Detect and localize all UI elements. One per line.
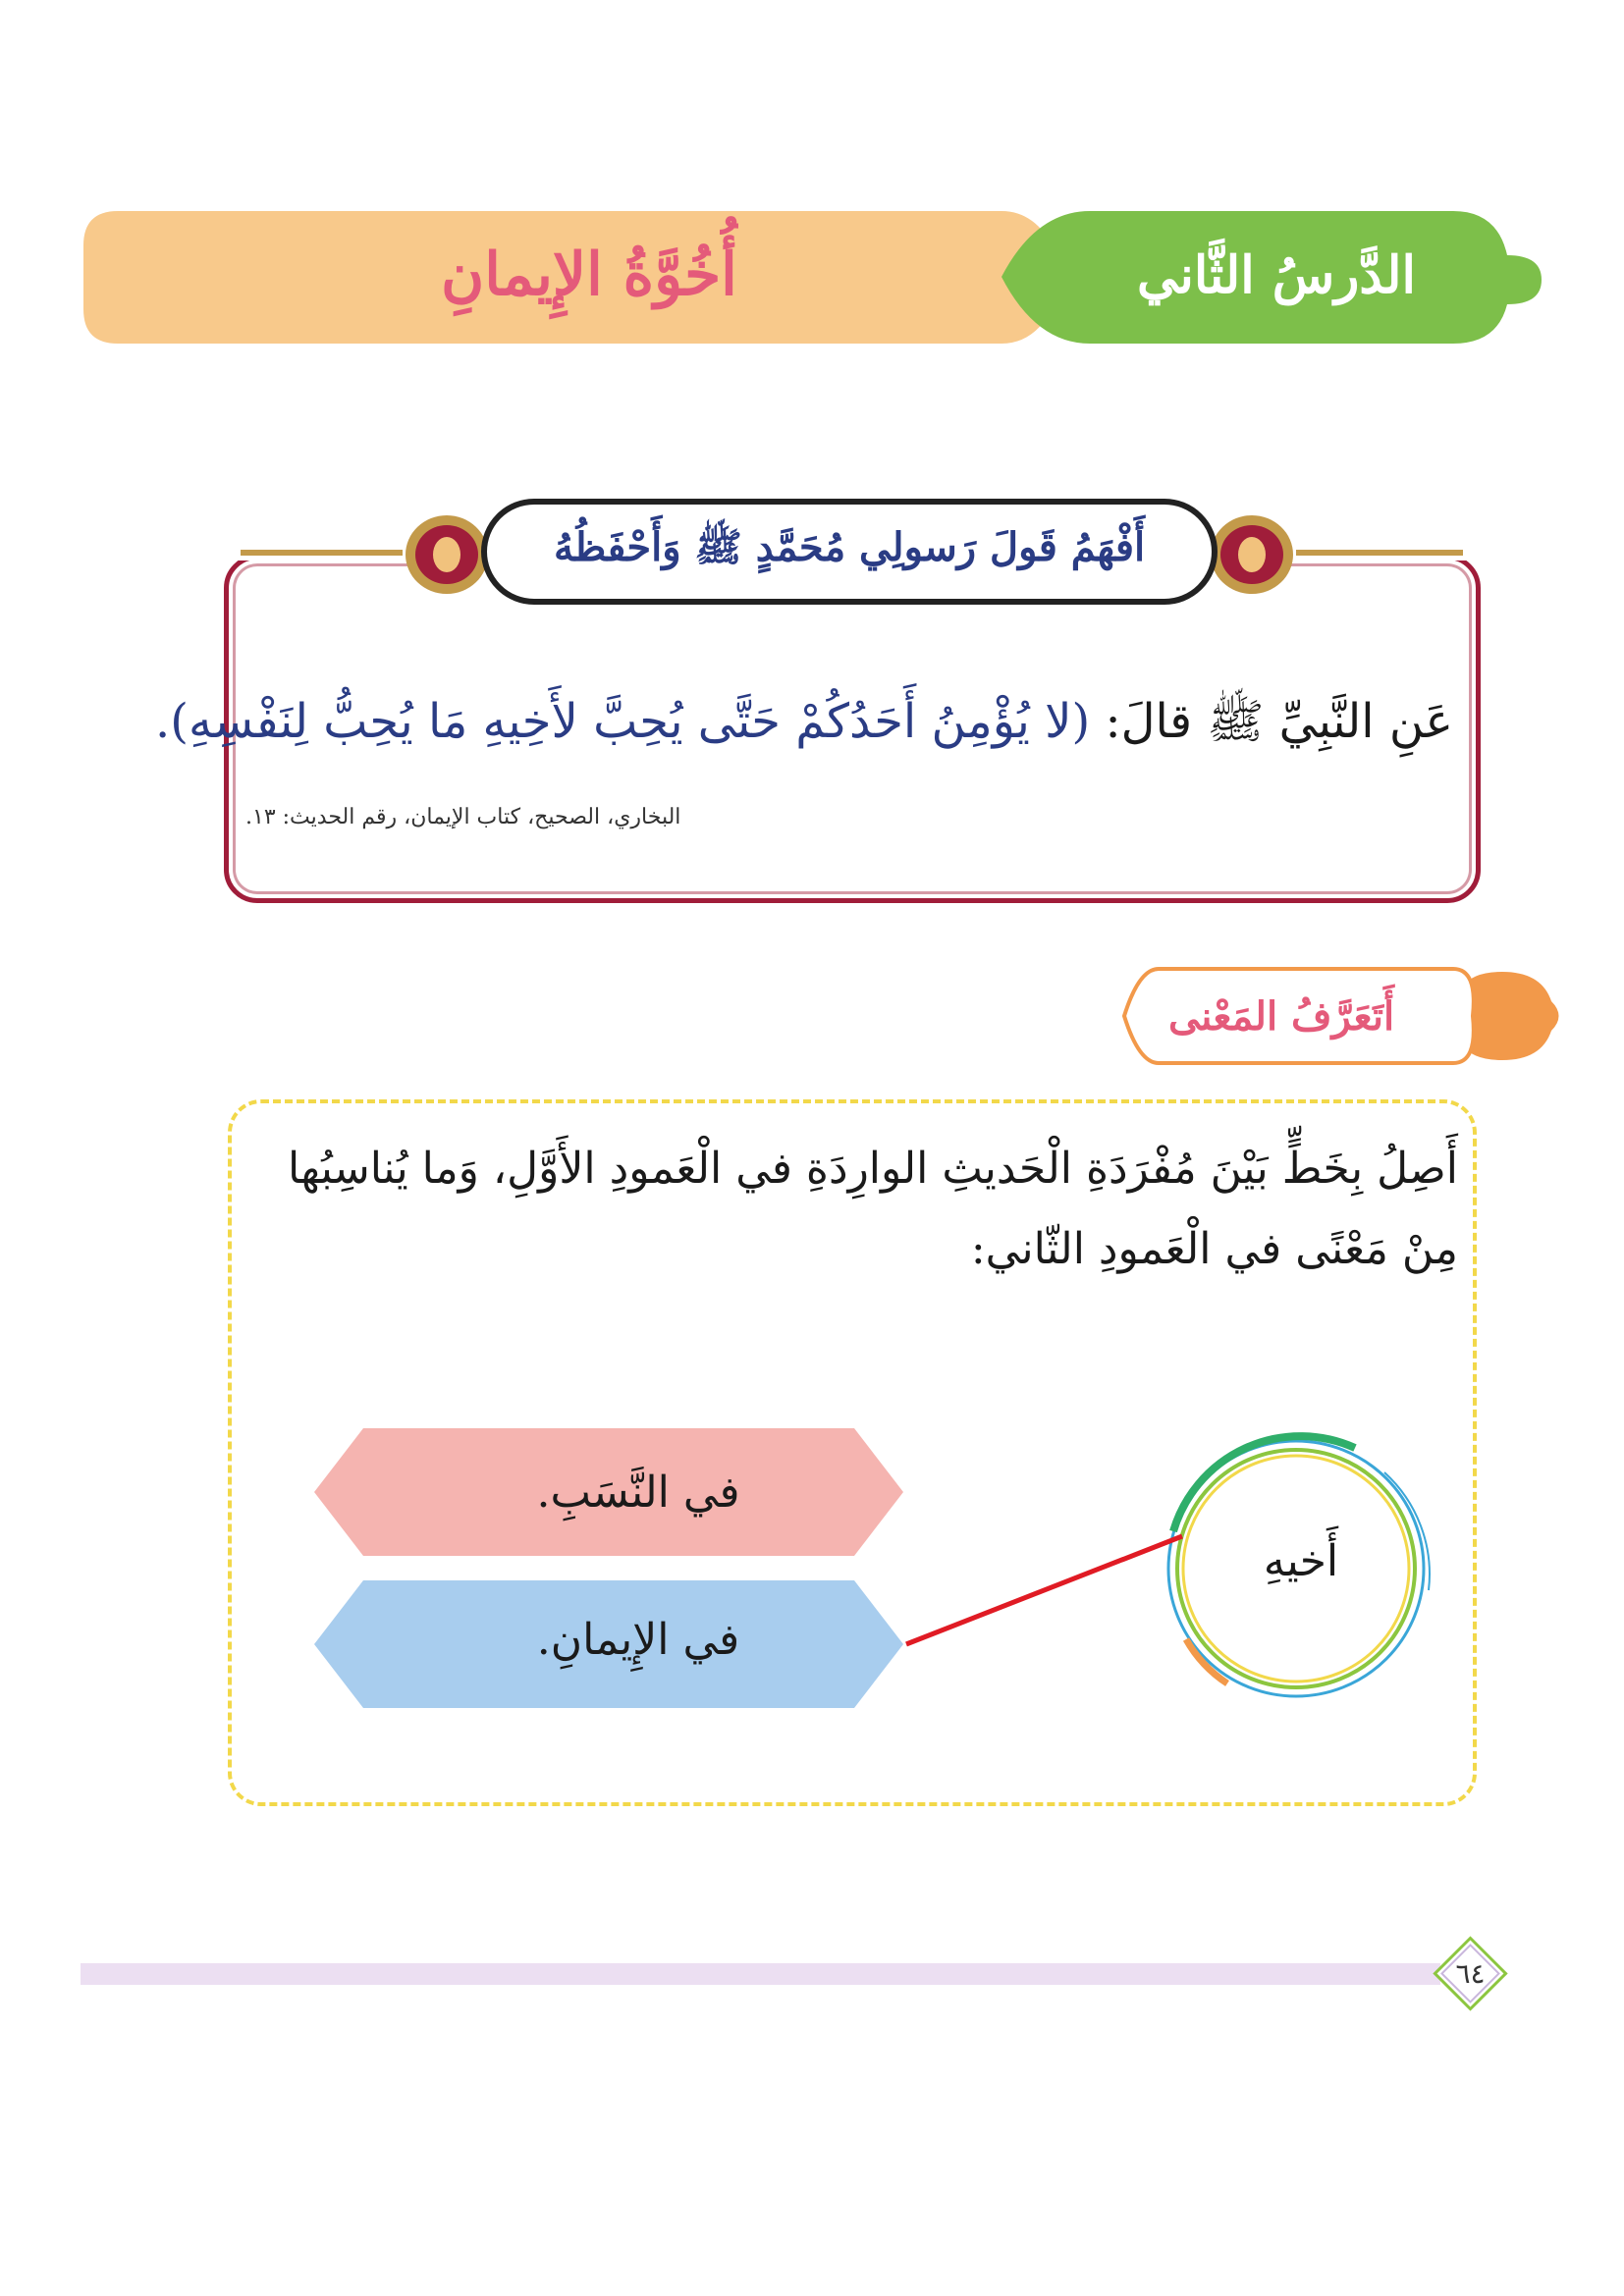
hadith-text (155, 667, 1453, 775)
hadith-quote: (لا يُؤْمِنُ أَحَدُكُمْ حَتَّى يُحِبَّ لأَخِيهِ مَا يُحِبُّ لِنَفْسِهِ). (155, 694, 1091, 749)
option-lineage[interactable]: في النَّسَبِ. (536, 1467, 740, 1518)
ornament-tail-left (241, 550, 403, 556)
hadith-intro: عَنِ النَّبِيِّ ﷺ قالَ: (1090, 694, 1453, 749)
arabesque-ornament-icon (1203, 506, 1301, 604)
word-akhihi[interactable]: أَخيهِ (1263, 1535, 1339, 1586)
footer-bar (81, 1963, 1440, 1985)
ornament-tail-right (1296, 550, 1463, 556)
lesson-title: أُخُوَّةُ الإِيمانِ (441, 240, 737, 309)
meaning-heading: أَتَعَرَّفُ المَعْنى (1167, 992, 1395, 1040)
activity-instruction: أَصِلُ بِخَطٍّ بَيْنَ مُفْرَدَةِ الْحَديثِ الوارِدَةِ في الْعَمودِ الأَوَّلِ، وَما يُناسِبُها مِنْ مَعْنًى في الْعَمودِ الثّاني: (287, 1144, 1458, 1274)
page-number: ٦٤ (1455, 1957, 1486, 1990)
lesson-label: الدَّرسُ الثَّاني (1137, 244, 1416, 305)
hadith-heading: أَفْهَمُ قَولَ رَسولِي مُحَمَّدٍ ﷺ وَأَحْفَظُهُ (481, 499, 1218, 605)
hadith-source: البخاري، الصحيح، كتاب الإيمان، رقم الحديث: ١٣. (245, 805, 681, 829)
match-line (906, 1536, 1182, 1644)
option-faith[interactable]: في الإِيمانِ. (536, 1614, 740, 1665)
